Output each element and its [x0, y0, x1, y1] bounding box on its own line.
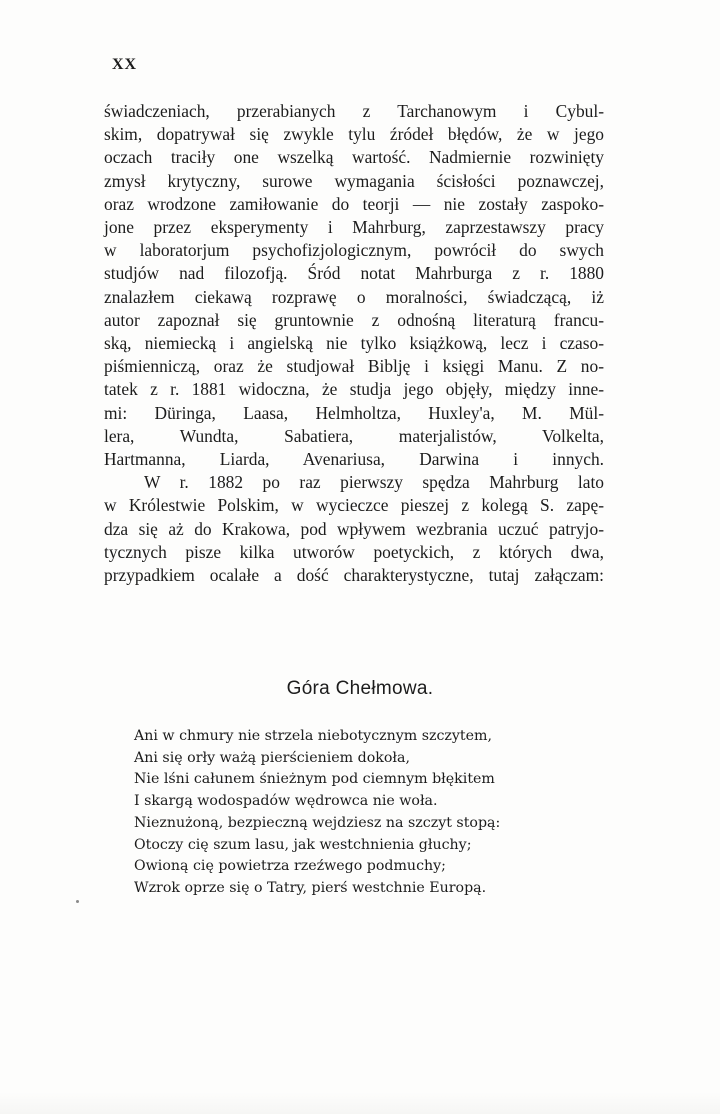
prose-line: zmysł krytyczny, surowe wymagania ścisłości poznawczej,	[104, 170, 604, 191]
prose-paragraphs	[104, 100, 604, 587]
prose-line: oraz wrodzone zamiłowanie do teorji — nie zostały zaspoko-	[104, 193, 604, 214]
poem-verse: Ani w chmury nie strzela niebotycznym szczytem,	[134, 728, 492, 744]
ink-speck	[76, 900, 79, 903]
poem-verse: Nie lśni całunem śnieżnym pod ciemnym błękitem	[134, 771, 495, 788]
poem-verse: Otoczy cię szum lasu, jak westchnienia głuchy;	[134, 836, 472, 853]
prose-line: autor zapoznał się gruntownie z odnośną literaturą francu-	[104, 309, 604, 330]
prose-line: tycznych pisze kilka utworów poetyckich, z których dwa,	[104, 541, 604, 562]
prose-line: Hartmanna, Liarda, Avenariusa, Darwina i innych.	[104, 449, 604, 470]
prose-line: mi: Düringa, Laasa, Helmholtza, Huxley'a, M. Mül-	[104, 402, 604, 423]
prose-line: tatek z r. 1881 widoczna, że studja jego objęły, między inne-	[104, 379, 604, 400]
prose-line: w Królestwie Polskim, w wycieczce pieszej z kolegą S. zapę-	[104, 495, 604, 516]
prose-line: lera, Wundta, Sabatiera, materjalistów, Volkelta,	[104, 425, 604, 446]
poem-verses	[134, 726, 554, 900]
prose-line: ską, niemiecką i angielską nie tylko książkową, lecz i czaso-	[104, 333, 604, 354]
prose-line: świadczeniach, przerabianych z Tarchanowym i Cybul-	[104, 101, 604, 121]
poem-verse: Owioną cię powietrza rzeźwego podmuchy;	[134, 858, 446, 875]
poem-verse: I skargą wodospadów wędrowca nie woła.	[134, 793, 438, 810]
poem-verse: Nieznużoną, bezpieczną wejdziesz na szczyt stopą:	[134, 814, 501, 831]
scan-edge-shading	[0, 1092, 720, 1114]
poem-verse: Ani się orły ważą pierścieniem dokoła,	[134, 749, 410, 766]
poem-title: Góra Chełmowa.	[286, 678, 434, 699]
prose-line: w laboratorjum psychofizjologicznym, powrócił do swych	[104, 240, 604, 261]
prose-line: przypadkiem ocalałe a dość charakterystyczne, tutaj załączam:	[104, 565, 604, 586]
prose-line: dza się aż do Krakowa, pod wpływem wezbrania uczuć patryjo-	[104, 518, 604, 539]
prose-line: jone przez eksperymenty i Mahrburg, zaprzestawszy pracy	[104, 217, 604, 238]
prose-line: studjów nad filozofją. Śród notat Mahrburga z r. 1880	[104, 263, 604, 284]
page-number: XX	[112, 56, 138, 73]
prose-line: W r. 1882 po raz pierwszy spędza Mahrburg lato	[144, 472, 604, 493]
prose-line: piśmienniczą, oraz że studjował Biblję i księgi Manu. Z no-	[104, 356, 604, 377]
poem-verse: Wzrok oprze się o Tatry, pierś westchnie Europą.	[134, 879, 487, 896]
prose-line: skim, dopatrywał się zwykle tylu źródeł błędów, że w jego	[104, 124, 604, 145]
prose-line: znalazłem ciekawą rozprawę o moralności, świadczącą, iż	[104, 286, 604, 307]
prose-line: oczach traciły one wszelką wartość. Nadmiernie rozwinięty	[104, 147, 604, 168]
